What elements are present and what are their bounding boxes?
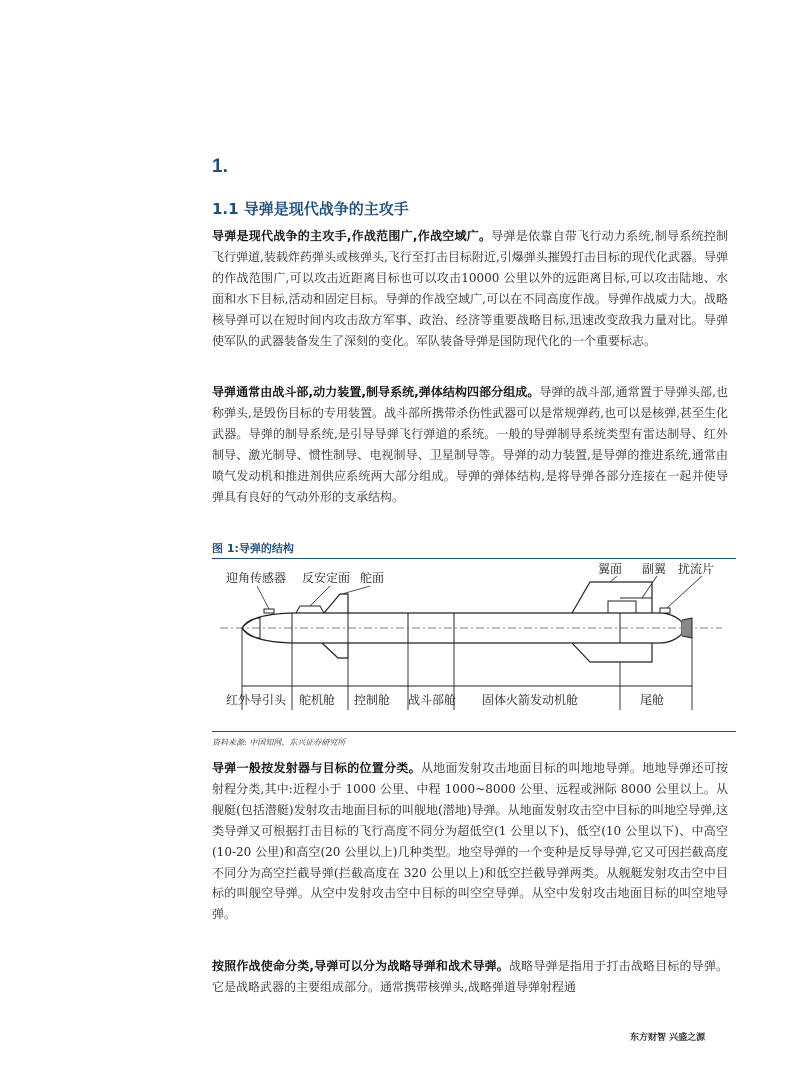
label-motor-bay: 固体火箭发动机舱 [482, 693, 579, 707]
paragraph-2-body: 导弹的战斗部,通常置于导弹头部,也称弹头,是毁伤目标的专用装置。战斗部所携带杀伤性武器可以是常规弹药,也可以是核弹,甚至生化武器。导弹的制导系统,是引导导弹飞行弹道的系统。一般的导弹制导系统类型有雷达制导、红外制导、激光制导、惯性制导、电视制导、卫星制导等。导弹的动力装置,是导弹的推进系统,通常由喷气发动机和推进剂供应系统两大部分组成。导弹的弹体结构,是将导弹各部分连接在一起并使导弹具有良好的气动外形的支承结构。 [212, 385, 728, 504]
paragraph-3-lead: 导弹一般按发射器与目标的位置分类。 [212, 761, 421, 775]
nozzle-shape [682, 618, 692, 638]
leader-line [342, 586, 370, 594]
paragraph-1 [212, 226, 728, 351]
spoiler-shape [660, 608, 670, 613]
paragraph-2 [212, 382, 728, 507]
label-aoa-sensor: 迎角传感器 [226, 571, 287, 585]
label-wing: 翼面 [598, 562, 623, 576]
paragraph-1-lead: 导弹是现代战争的主攻手,作战范围广,作战空域广。 [212, 229, 492, 243]
figure-bottom-rule [212, 731, 736, 732]
leader-line [642, 576, 657, 598]
figure-source-note: 资料来源: 中国知网、东兴证券研究所 [212, 738, 346, 747]
figure-caption: 图 1:导弹的结构 [212, 542, 294, 555]
label-control-bay: 控制舱 [354, 693, 391, 707]
paragraph-3 [212, 758, 728, 925]
leader-line [610, 576, 617, 582]
footer-brand: 东方财智 兴盛之源 [630, 1033, 706, 1043]
paragraph-1-body: 导弹是依靠自带飞行动力系统,制导系统控制飞行弹道,装载炸药弹头或核弹头,飞行至打击目标附近,引爆弹头摧毁打击目标的现代化武器。导弹的作战范围广,可以攻击近距离目标也可以攻击10000 公里以外的远距离目标,可以攻击陆地、水面和水下目标,活动和固定目标。导弹的作战空域广,可以在不同高度作战。导弹作战威力大。战略核导弹可以在短时间内攻击敌方军事、政治、经济等重要战略目标,迅速改变敌我力量对比。导弹使军队的武器装备发生了深刻的变化。军队装备导弹是国防现代化的一个重要标志。 [212, 229, 728, 348]
aoa-sensor-shape [264, 609, 274, 613]
leader-line [257, 586, 269, 609]
label-ir-seeker: 红外导引头 [226, 693, 287, 707]
label-warhead-bay: 战斗部舱 [408, 693, 457, 707]
leader-line [667, 576, 702, 608]
canard-upper-shape [324, 594, 348, 613]
label-spoiler: 扰流片 [678, 562, 715, 576]
paragraph-4-body: 战略导弹是指用于打击战略目标的导弹。它是战略武器的主要组成部分。通常携带核弹头,战略弹道导弹射程通 [212, 959, 728, 994]
section-number: 1. [212, 156, 228, 177]
anti-stabilizer-shape [296, 606, 324, 613]
subsection-title: 1.1 导弹是现代战争的主攻手 [212, 200, 409, 218]
aileron-upper-box [608, 601, 636, 613]
label-anti-stabilizer: 反安定面 [302, 571, 351, 585]
label-aileron: 副翼 [642, 562, 667, 576]
missile-structure-diagram [212, 560, 736, 730]
paragraph-4 [212, 956, 728, 998]
label-rudder: 舵面 [360, 571, 385, 585]
label-servo-bay: 舵机舱 [299, 693, 336, 707]
label-tail-bay: 尾舱 [640, 693, 665, 707]
paragraph-3-body: 从地面发射攻击地面目标的叫地地导弹。地地导弹还可按射程分类,其中:近程小于 1000 公里、中程 1000~8000 公里、远程或洲际 8000 公里以上。从舰艇(包括潜艇)发射攻击地面目标的叫舰地(潜地)导弹。从地面发射攻击空中目标的叫地空导弹,这类导弹又可根据打击目标的飞行高度不同分为超低空(1 公里以下)、低空(10 公里以下)、中高空(10-20 公里)和高空(20 公里以上)几种类型。地空导弹的一个变种是反导导弹,它又可因拦截高度不同分为高空拦截导弹(拦截高度在 320 公里以上)和低空拦截导弹两类。从舰艇发射攻击空中目标的叫舰空导弹。从空中发射攻击空中目标的叫空空导弹。从空中发射攻击地面目标的叫空地导弹。 [212, 761, 728, 922]
wing-lower-shape [572, 643, 652, 662]
paragraph-2-lead: 导弹通常由战斗部,动力装置,制导系统,弹体结构四部分组成。 [212, 385, 540, 399]
paragraph-4-lead: 按照作战使命分类,导弹可以分为战略导弹和战术导弹。 [212, 959, 509, 973]
figure-top-rule [212, 558, 736, 559]
leader-line [310, 586, 330, 606]
canard-lower-shape [322, 643, 348, 658]
